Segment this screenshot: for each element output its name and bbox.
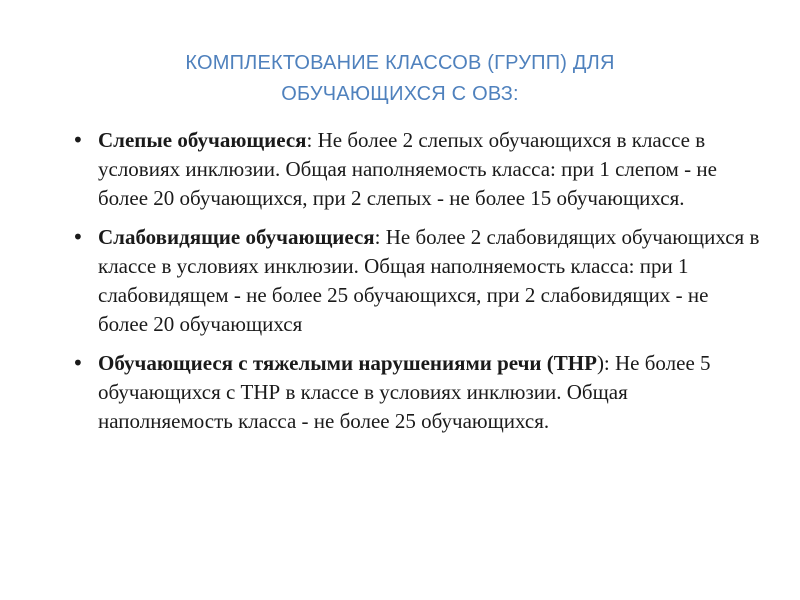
bullet-term: Слепые обучающиеся (98, 128, 307, 152)
title-line-2: ОБУЧАЮЩИХСЯ С ОВЗ: (281, 83, 519, 105)
bullet-icon: • (72, 351, 84, 375)
bullet-icon: • (72, 225, 84, 249)
bullet-term: Слабовидящие обучающиеся (98, 225, 375, 249)
title-line-1: КОМПЛЕКТОВАНИЕ КЛАССОВ (ГРУПП) ДЛЯ (185, 52, 615, 74)
bullet-term: Обучающиеся с тяжелыми нарушениями речи (ТНР (98, 351, 597, 375)
bullet-icon: • (72, 128, 84, 152)
bullet-text: ): Не более 5 обучающихся с ТНР в классе в условиях инклюзии. Общая наполняемость класса - не более 25 обучающихся. (98, 351, 711, 433)
bullet-text: : Не более 2 слепых обучающихся в классе в условиях инклюзии. Общая наполняемость класса: при 1 слепом - не более 20 обучающихся, при 2 слепых - не более 15 обучающихся. (98, 128, 717, 210)
list-item (72, 223, 762, 339)
bullet-text: : Не более 2 слабовидящих обучающихся в классе в условиях инклюзии. Общая наполняемость класса: при 1 слабовидящем - не более 25 обучающихся, при 2 слабовидящих - не более 20 обучающихся (98, 225, 760, 336)
slide-title (60, 48, 740, 110)
list-item (72, 349, 762, 436)
bullet-list (72, 126, 762, 446)
list-item (72, 126, 762, 213)
